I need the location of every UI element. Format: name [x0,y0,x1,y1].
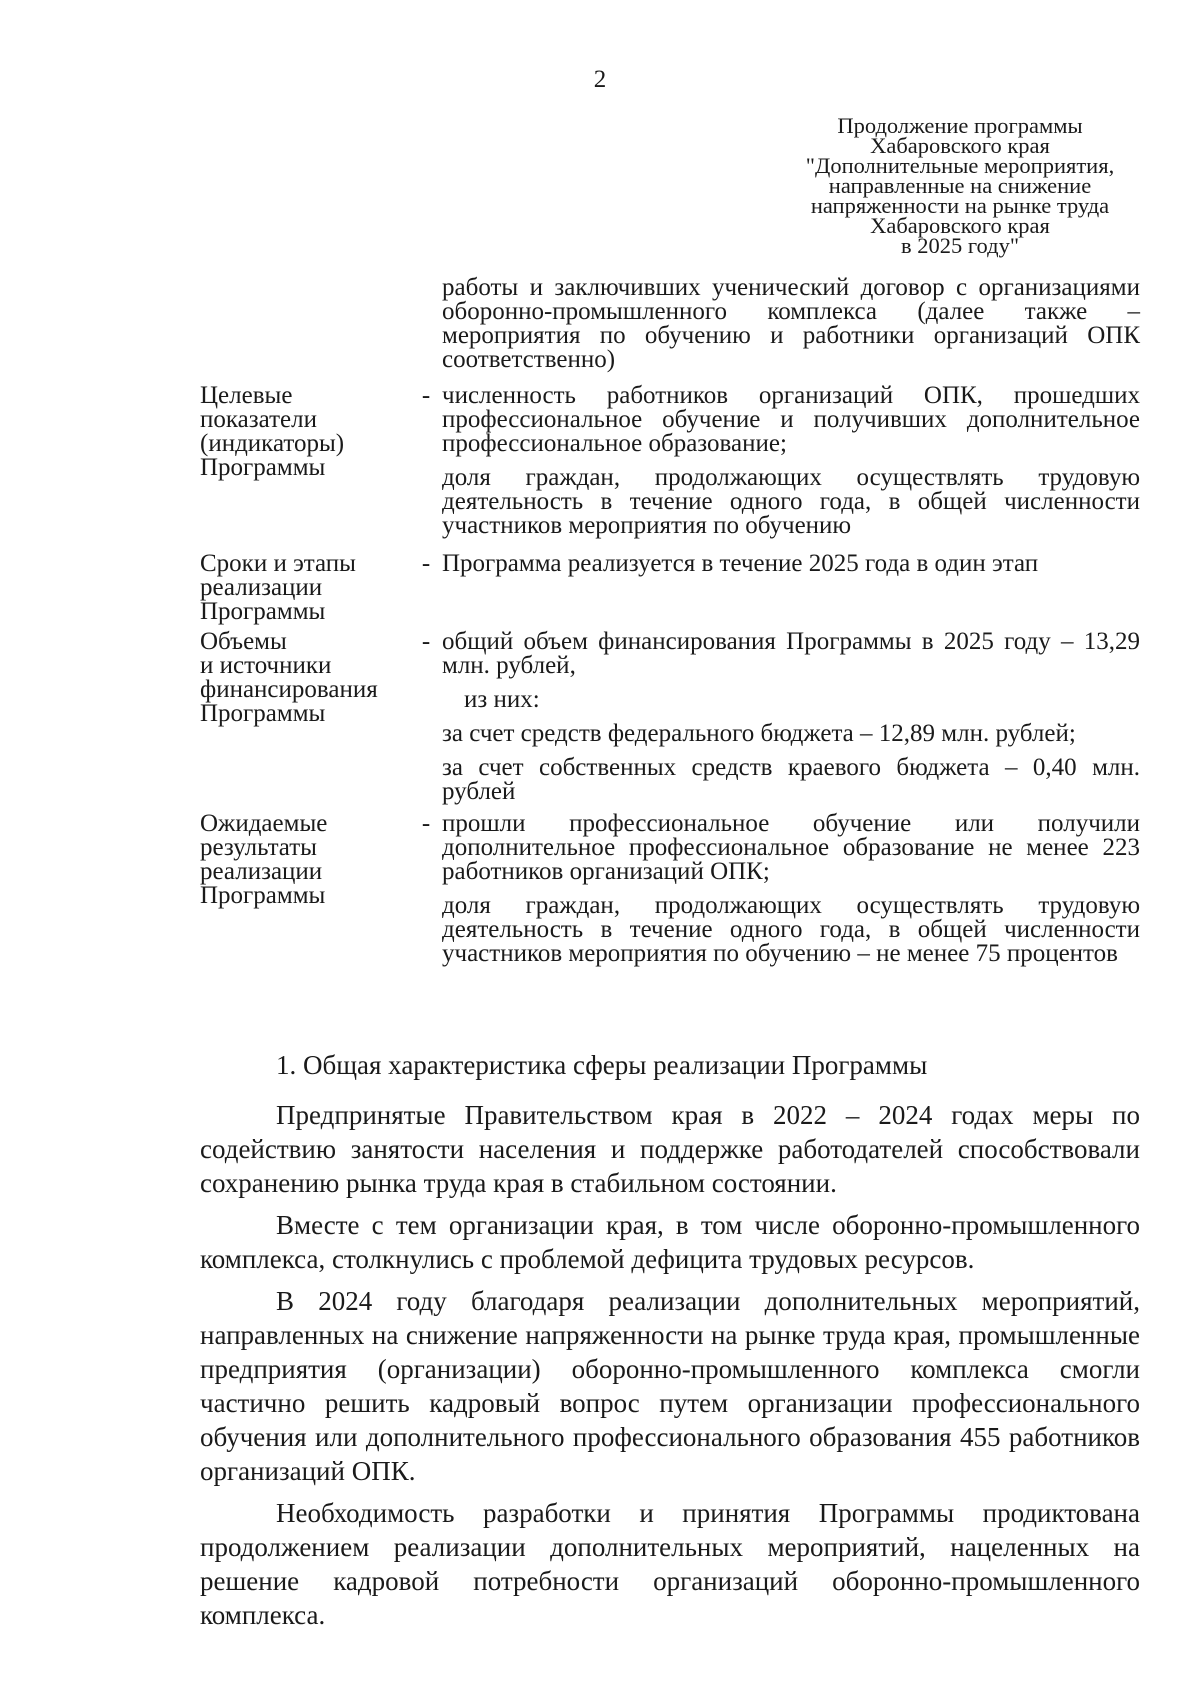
passport-value: общий объем финансирования Программы в 2025 году – 13,29 млн. рублей, [442,628,1140,679]
page-number: 2 [593,66,607,93]
section-paragraph: Необходимость разработки и принятия Программы продиктована продолжением реализации дополнительных мероприятий, нацеленных на решение кадровой потребности организаций оборонно-промышленного комплекса. [200,1498,1140,1630]
general-characteristics-section [200,1048,1140,1640]
passport-value: Программа реализуется в течение 2025 года в один этап [442,550,1039,577]
section-title: 1. Общая характеристика сферы реализации Программы [276,1050,928,1080]
passport-dash: - [421,810,431,837]
passport-continuation-text: работы и заключивших ученический договор с организациями оборонно-промышленного комплекса (далее также – мероприятия по обучению и работники организаций ОПК соответственно) [442,274,1140,373]
heading-line: "Дополнительные мероприятия, [805,153,1115,178]
heading-line: направленные на снижение [828,173,1092,198]
passport-value: доля граждан, продолжающих осуществлять трудовую деятельность в течение одного года, в общей численности участников мероприятия по обучению [442,464,1140,539]
passport-row-results [200,812,1140,966]
passport-value: доля граждан, продолжающих осуществлять трудовую деятельность в течение одного года, в общей численности участников мероприятия по обучению – не менее 75 процентов [442,892,1140,967]
passport-value: численность работников организаций ОПК, прошедших профессиональное обучение и получивших дополнительное профессиональное образование; [442,382,1140,457]
passport-row-funding [200,630,1140,804]
passport-value: за счет средств федерального бюджета – 12,89 млн. рублей; [442,720,1076,747]
heading-line: Хабаровского края [870,133,1050,158]
section-paragraph: Вместе с тем организации края, в том числе оборонно-промышленного комплекса, столкнулись с проблемой дефицита трудовых ресурсов. [200,1210,1140,1274]
section-paragraph: Предпринятые Правительством края в 2022 – 2024 годах меры по содействию занятости населения и поддержке работодателей способствовали сохранению рынка труда края в стабильном состоянии. [200,1100,1140,1198]
heading-line: Продолжение программы [837,113,1083,138]
passport-dash: - [421,550,431,577]
passport-value: за счет собственных средств краевого бюджета – 0,40 млн. рублей [442,754,1140,805]
heading-line: в 2025 году" [900,233,1020,258]
passport-row-targets [200,384,1140,538]
section-paragraph: В 2024 году благодаря реализации дополнительных мероприятий, направленных на снижение напряженности на рынке труда края, промышленные предприятия (организации) оборонно-промышленного комплекса смогли частично решить кадровый вопрос путем организации профессионального обучения или дополнительного профессионального образования 455 работников организаций ОПК. [200,1286,1140,1486]
program-passport-table [200,276,1140,966]
heading-line: Хабаровского края [870,213,1050,238]
passport-label-funding: Объемы и источники финансирования Программы [200,628,378,727]
passport-value: прошли профессиональное обучение или получили дополнительное профессиональное образование не менее 223 работников организаций ОПК; [442,810,1140,885]
passport-label-targets: Целевые показатели (индикаторы) Программы [200,382,345,481]
passport-value: из них: [464,686,540,713]
passport-row-continuation [200,276,1140,372]
passport-row-terms [200,552,1140,624]
passport-label-results: Ожидаемые результаты реализации Программы [200,810,328,909]
heading-line: напряженности на рынке труда [810,193,1110,218]
program-heading [760,113,1160,258]
passport-dash: - [421,628,431,655]
passport-dash: - [421,382,431,409]
passport-label-terms: Сроки и этапы реализации Программы [200,550,356,625]
